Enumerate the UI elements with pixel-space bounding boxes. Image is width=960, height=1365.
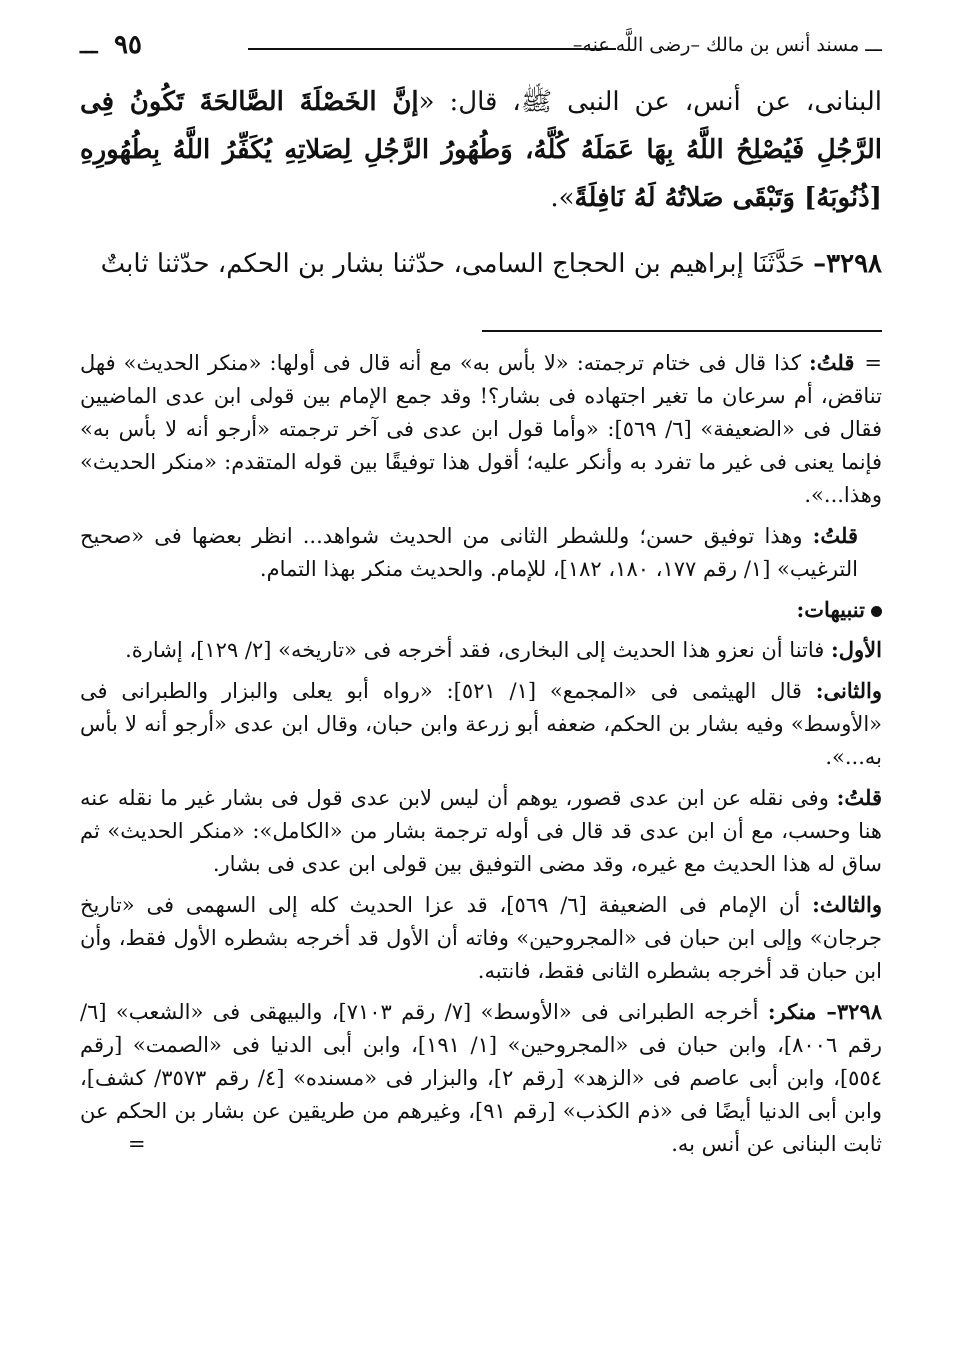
note-paragraph: [80, 633, 882, 667]
hadith-text: إنَّ الخَصْلَةَ الصَّالحَةَ تَكُونُ فِى الرَّجُلِ فَيُصْلِحُ اللَّهُ بِهَا عَمَلَهُ كُلَّهُ، وَطُهُورُ الرَّجُلِ لِصَلاتِهِ يُكَفِّرُ اللَّهُ بِطُهُورِهِ [ذُنُوبَهُ] وَتَبْقَى صَلاتُهُ لَهُ نَافِلَةً: [80, 87, 882, 213]
footnote-separator: [482, 330, 882, 332]
running-header-title: ـــ مسند أنس بن مالك –رضى اللَّه عنه–: [572, 34, 882, 56]
header-rule: [248, 48, 616, 50]
note-text: وهذا توفيق حسن؛ وللشطر الثانى من الحديث شواهد... انظر بعضها فى «صحيح الترغيب» [١/ رقم ١٧٧، ١٨٠، ١٨٢]، للإمام. والحديث منكر بهذا التمام.: [80, 524, 858, 581]
note-label: قلتُ:: [836, 785, 882, 810]
note-paragraph: [80, 674, 882, 774]
hadith-paragraph: [80, 78, 882, 222]
hadith-3298-paragraph: [80, 240, 882, 288]
hadith-intro: البنانى، عن أنس، عن النبى ﷺ، قال: «: [418, 87, 882, 117]
bullet-icon: [871, 606, 882, 617]
note-text: فاتنا أن نعزو هذا الحديث إلى البخارى، فقد أخرجه فى «تاريخه» [٢/ ١٢٩]، إشارة.: [125, 638, 825, 662]
note-text: كذا قال فى ختام ترجمته: «لا بأس به» مع أنه قال فى أولها: «منكر الحديث» فهل تناقض، أم سرعان ما تغير اجتهاده فى بشار؟! وقد جمع الإمام بين قولى ابن عدى الماضيين فقال فى «الضعيفة» [٦/ ٥٦٩]: «وأما قول ابن عدى فى آخر ترجمته «أرجو أنه لا بأس به» فإنما يعنى فى غير ما تفرد به وأنكر عليه؛ أقول هذا توفيقًا بين قوله المتقدم: «منكر الحديث» وهذا...».: [80, 351, 882, 507]
continuation-mark: =: [128, 1132, 146, 1156]
note-label: قلتُ:: [809, 350, 855, 375]
note-paragraph: [80, 781, 882, 881]
takhrij-paragraph: [80, 995, 882, 1161]
note-label: والثانى:: [815, 678, 882, 703]
hadith-3298-text: حَدَّثَنَا إبراهيم بن الحجاج السامى، حدّثنا بشار بن الحكم، حدّثنا ثابتٌ: [100, 249, 805, 279]
page-number: ٩٥: [114, 30, 142, 60]
tanbihat-heading: [80, 593, 882, 626]
hadith-number: ٣٢٩٨–: [813, 249, 882, 279]
continuation-mark: =: [864, 351, 882, 375]
takhrij-label: ٣٢٩٨– منكر:: [767, 999, 882, 1024]
note-text: قال الهيثمى فى «المجمع» [١/ ٥٢١]: «رواه أبو يعلى والبزار والطبرانى فى «الأوسط» وفيه بشار بن الحكم، ضعفه أبو زرعة وابن حبان، وقال ابن عدى «أرجو أنه لا بأس به...».: [80, 679, 882, 769]
note-text: وفى نقله عن ابن عدى قصور، يوهم أن ليس لابن عدى قول فى بشار غير ما نقله عنه هنا وحسب، مع أن ابن عدى قد قال فى أوله ترجمة بشار من «الكامل»: «منكر الحديث» ثم ساق له هذا الحديث مع غيره، وقد مضى التوفيق بين قولى ابن عدى فى بشار.: [80, 786, 882, 876]
takhrij-text: أخرجه الطبرانى فى «الأوسط» [٧/ رقم ٧١٠٣]، والبيهقى فى «الشعب» [٦/ رقم ٨٠٠٦]، وابن حبان فى «المجروحين» [١/ ١٩١]، وابن أبى الدنيا فى «الصمت» [رقم ٥٥٤]، وابن أبى عاصم فى «الزهد» [رقم ٢]، والبزار فى «مسنده» [٤/ رقم ٣٥٧٣/ كشف]، وابن أبى الدنيا أيضًا فى «ذم الكذب» [رقم ٩١]، وغيرهم من طريقين عن بشار بن الحكم عن ثابت البنانى عن أنس به.: [80, 1000, 882, 1156]
note-paragraph: [80, 346, 882, 512]
note-label: والثالث:: [812, 892, 882, 917]
page-number-dash: ـــ: [80, 34, 98, 58]
note-label: قلتُ:: [812, 523, 858, 548]
note-text: أن الإمام فى الضعيفة [٦/ ٥٦٩]، قد عزا الحديث كله إلى السهمى فى «تاريخ جرجان» وإلى ابن حبان فى «المجروحين» وفاته أن الأول قد أخرجه بشطره الأول فقط، وأن ابن حبان قد أخرجه بشطره الثانى فقط، فانتبه.: [80, 893, 882, 983]
note-label: الأول:: [831, 637, 882, 662]
tanbihat-label: تنبيهات:: [796, 597, 865, 622]
footnotes: [80, 346, 882, 1168]
note-paragraph: [80, 888, 882, 988]
main-text: [80, 78, 882, 288]
running-header: [80, 30, 882, 66]
hadith-end: ».: [550, 183, 575, 213]
note-paragraph: [80, 519, 882, 586]
